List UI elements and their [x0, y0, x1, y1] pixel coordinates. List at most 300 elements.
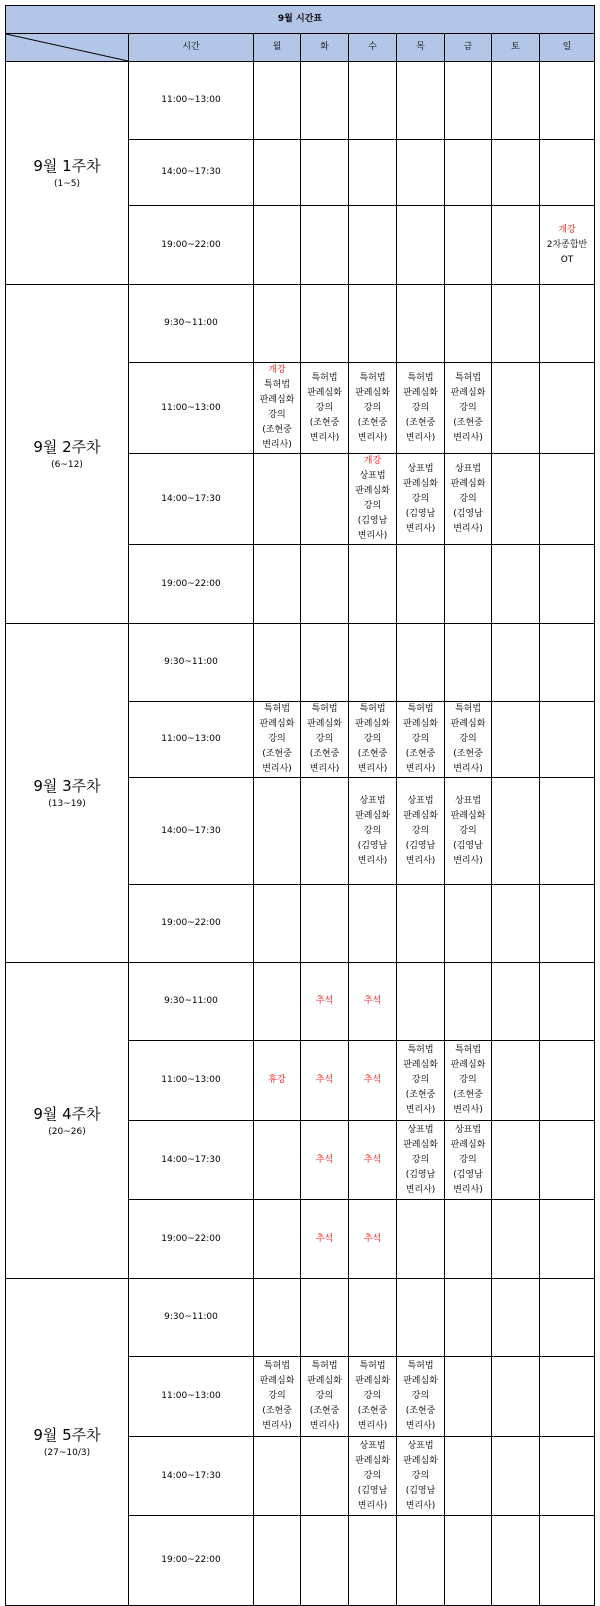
week-cell	[6, 62, 129, 285]
lecture-text: 변리사)	[262, 764, 292, 774]
schedule-cell-wed	[349, 206, 397, 285]
status-note: 추석	[315, 1075, 334, 1085]
schedule-cell-sun	[540, 1041, 595, 1121]
lecture-text: 판례심화	[355, 1455, 390, 1466]
schedule-cell-mon	[254, 1357, 301, 1437]
lecture-text: 강의	[363, 1470, 382, 1481]
lecture-text: 변리사)	[357, 1421, 388, 1431]
lecture-text: 판례심화	[259, 395, 295, 405]
schedule-cell-tue	[301, 363, 349, 454]
lecture-text: 변리사)	[405, 855, 436, 866]
lecture-text: 변리사)	[405, 432, 436, 443]
status-note: 휴강	[268, 1075, 286, 1085]
lecture-text: 특허법	[311, 1361, 338, 1371]
schedule-cell-tue	[301, 206, 349, 285]
schedule-cell-fri	[445, 1121, 492, 1200]
time-slot: 14:00~17:30	[129, 140, 254, 206]
lecture-text: (조현중	[357, 1406, 388, 1416]
schedule-cell-fri	[445, 1200, 492, 1279]
lecture-text: (조현중	[453, 1090, 483, 1100]
time-slot: 19:00~22:00	[129, 1516, 254, 1606]
lecture-text: (조현중	[405, 749, 436, 759]
time-slot: 9:30~11:00	[129, 1279, 254, 1357]
schedule-cell-wed	[349, 1437, 397, 1516]
schedule-cell-mon	[254, 1041, 301, 1121]
lecture-text: 강의	[459, 1154, 477, 1165]
schedule-cell-tue	[301, 545, 349, 624]
lecture-text: 강의	[411, 1391, 430, 1401]
week-cell	[6, 285, 129, 624]
schedule-cell-sat	[492, 1516, 540, 1606]
schedule-cell-sun	[540, 702, 595, 778]
week-range: (20~26)	[48, 1126, 86, 1137]
schedule-cell-sat	[492, 1437, 540, 1516]
lecture-text: 특허법	[263, 1361, 291, 1371]
lecture-text: 변리사)	[453, 1105, 483, 1115]
schedule-cell-mon	[254, 624, 301, 702]
lecture-text: 강의	[459, 402, 477, 413]
lecture-text: 변리사)	[405, 764, 436, 774]
lecture-text: 상표법	[407, 1124, 434, 1135]
lecture-text: 판례심화	[259, 1376, 295, 1386]
lecture-text: (김영남	[405, 508, 436, 519]
week-cell	[6, 1279, 129, 1606]
lecture-text: 변리사)	[357, 855, 388, 866]
schedule-cell-thu	[397, 1516, 445, 1606]
header-time: 시간	[129, 34, 254, 62]
schedule-cell-mon	[254, 778, 301, 885]
lecture-text: 특허법	[263, 380, 291, 390]
schedule-cell-sat	[492, 1041, 540, 1121]
schedule-cell-fri	[445, 1516, 492, 1606]
diagonal-line-icon	[6, 34, 128, 61]
timetable	[5, 5, 595, 1606]
time-slot: 19:00~22:00	[129, 545, 254, 624]
lecture-text: 판례심화	[355, 486, 390, 496]
lecture-text: OT	[560, 254, 574, 265]
status-note: 추석	[315, 1154, 334, 1165]
lecture-text: 판례심화	[403, 719, 438, 729]
schedule-cell-fri	[445, 140, 492, 206]
lecture-text: 변리사)	[309, 432, 340, 443]
schedule-cell-fri	[445, 545, 492, 624]
schedule-cell-sun	[540, 1516, 595, 1606]
lecture-text: 상표법	[359, 795, 386, 806]
lecture-text: 특허법	[359, 704, 386, 714]
lecture-text: (조현중	[309, 749, 340, 759]
schedule-cell-fri	[445, 1041, 492, 1121]
lecture-text: (김영남	[453, 1169, 483, 1180]
schedule-cell-tue	[301, 624, 349, 702]
schedule-cell-fri	[445, 624, 492, 702]
schedule-cell-sat	[492, 963, 540, 1041]
schedule-cell-fri	[445, 454, 492, 545]
schedule-cell-wed	[349, 702, 397, 778]
schedule-cell-wed	[349, 963, 397, 1041]
status-note: 추석	[363, 996, 382, 1006]
lecture-text: 변리사)	[262, 1421, 292, 1431]
status-note: 개강	[268, 365, 286, 375]
lecture-text: 상표법	[407, 1440, 434, 1451]
time-slot: 19:00~22:00	[129, 206, 254, 285]
time-slot: 9:30~11:00	[129, 624, 254, 702]
schedule-cell-sun	[540, 1357, 595, 1437]
lecture-text: 강의	[363, 734, 382, 744]
schedule-cell-thu	[397, 140, 445, 206]
week-label: 9월 4주차	[33, 1104, 101, 1123]
schedule-cell-wed	[349, 545, 397, 624]
lecture-text: 강의	[411, 734, 430, 744]
lecture-text: (김영남	[357, 1485, 388, 1496]
lecture-text: 판례심화	[355, 810, 390, 821]
lecture-text: 상표법	[359, 1440, 386, 1451]
lecture-text: 강의	[315, 402, 334, 413]
schedule-cell-fri	[445, 206, 492, 285]
schedule-cell-mon	[254, 1200, 301, 1279]
lecture-text: (김영남	[405, 1485, 436, 1496]
time-slot: 14:00~17:30	[129, 454, 254, 545]
header-day-fri: 금	[445, 34, 492, 62]
schedule-cell-fri	[445, 963, 492, 1041]
schedule-cell-mon	[254, 1121, 301, 1200]
lecture-text: (김영남	[453, 508, 483, 519]
schedule-cell-sun	[540, 885, 595, 963]
schedule-cell-thu	[397, 702, 445, 778]
schedule-cell-fri	[445, 363, 492, 454]
schedule-cell-fri	[445, 702, 492, 778]
schedule-cell-tue	[301, 1279, 349, 1357]
week-range: (13~19)	[48, 799, 86, 809]
lecture-text: 강의	[363, 402, 382, 413]
lecture-text: 판례심화	[403, 1455, 438, 1466]
slot-row	[6, 62, 595, 140]
lecture-text: 변리사)	[453, 432, 483, 443]
status-note: 추석	[363, 1154, 382, 1165]
lecture-text: 상표법	[454, 795, 482, 806]
lecture-text: 변리사)	[357, 531, 388, 541]
header-day-sat: 토	[492, 34, 540, 62]
schedule-cell-sun	[540, 1121, 595, 1200]
schedule-cell-wed	[349, 454, 397, 545]
week-cell	[6, 624, 129, 963]
lecture-text: 변리사)	[453, 764, 483, 774]
header-day-tue: 화	[301, 34, 349, 62]
lecture-text: 강의	[315, 1391, 334, 1401]
week-label: 9월 5주차	[33, 1426, 101, 1444]
lecture-text: (조현중	[453, 749, 483, 759]
schedule-cell-wed	[349, 1357, 397, 1437]
schedule-cell-thu	[397, 285, 445, 363]
lecture-text: 변리사)	[357, 1500, 388, 1511]
status-note: 추석	[363, 1075, 382, 1085]
header-day-sun: 일	[540, 34, 595, 62]
schedule-cell-thu	[397, 885, 445, 963]
lecture-text: 강의	[459, 493, 477, 504]
lecture-text: (조현중	[309, 1406, 340, 1416]
lecture-text: 판례심화	[355, 719, 390, 729]
schedule-cell-fri	[445, 62, 492, 140]
schedule-cell-mon	[254, 1437, 301, 1516]
lecture-text: 강의	[411, 1470, 430, 1481]
lecture-text: 특허법	[311, 704, 338, 714]
schedule-cell-thu	[397, 1437, 445, 1516]
schedule-cell-tue	[301, 702, 349, 778]
time-slot: 9:30~11:00	[129, 963, 254, 1041]
schedule-cell-sun	[540, 140, 595, 206]
schedule-cell-tue	[301, 285, 349, 363]
schedule-cell-tue	[301, 1200, 349, 1279]
time-slot: 11:00~13:00	[129, 702, 254, 778]
lecture-text: (김영남	[405, 1169, 436, 1180]
time-slot: 11:00~13:00	[129, 62, 254, 140]
lecture-text: 변리사)	[405, 1421, 436, 1431]
schedule-cell-mon	[254, 363, 301, 454]
schedule-cell-mon	[254, 1279, 301, 1357]
schedule-cell-wed	[349, 363, 397, 454]
lecture-text: 변리사)	[453, 1184, 483, 1195]
schedule-cell-sat	[492, 62, 540, 140]
lecture-text: 판례심화	[450, 1139, 486, 1150]
schedule-cell-sat	[492, 778, 540, 885]
schedule-cell-tue	[301, 62, 349, 140]
lecture-text: 특허법	[407, 372, 434, 383]
schedule-cell-sun	[540, 545, 595, 624]
lecture-text: 강의	[268, 410, 286, 420]
lecture-text: (조현중	[357, 749, 388, 759]
schedule-cell-wed	[349, 1200, 397, 1279]
schedule-cell-wed	[349, 885, 397, 963]
schedule-cell-sun	[540, 363, 595, 454]
lecture-text: 특허법	[454, 704, 482, 714]
schedule-cell-thu	[397, 1041, 445, 1121]
lecture-text: 상표법	[454, 1124, 482, 1135]
lecture-text: 판례심화	[450, 810, 486, 821]
time-slot: 11:00~13:00	[129, 1041, 254, 1121]
time-slot: 19:00~22:00	[129, 885, 254, 963]
lecture-text: 변리사)	[262, 440, 292, 450]
schedule-cell-sun	[540, 778, 595, 885]
schedule-cell-wed	[349, 1516, 397, 1606]
lecture-text: 강의	[363, 825, 382, 836]
schedule-cell-sun	[540, 62, 595, 140]
schedule-cell-thu	[397, 778, 445, 885]
schedule-cell-tue	[301, 1041, 349, 1121]
lecture-text: 상표법	[454, 463, 482, 474]
header-day-thu: 목	[397, 34, 445, 62]
lecture-text: 판례심화	[450, 719, 486, 729]
schedule-cell-sat	[492, 285, 540, 363]
schedule-cell-tue	[301, 1357, 349, 1437]
schedule-cell-thu	[397, 62, 445, 140]
schedule-cell-mon	[254, 545, 301, 624]
schedule-cell-thu	[397, 363, 445, 454]
lecture-text: 2차종합반	[546, 239, 588, 250]
schedule-cell-sat	[492, 1200, 540, 1279]
lecture-text: (조현중	[453, 417, 483, 428]
schedule-cell-mon	[254, 1516, 301, 1606]
time-slot: 11:00~13:00	[129, 363, 254, 454]
lecture-text: 상표법	[359, 471, 386, 481]
schedule-cell-wed	[349, 778, 397, 885]
lecture-text: 강의	[459, 825, 477, 836]
lecture-text: 상표법	[407, 795, 434, 806]
schedule-cell-mon	[254, 454, 301, 545]
schedule-cell-wed	[349, 285, 397, 363]
lecture-text: 판례심화	[403, 1376, 438, 1386]
lecture-text: (조현중	[309, 417, 340, 428]
schedule-cell-tue	[301, 140, 349, 206]
status-note: 개강	[363, 456, 382, 466]
lecture-text: 강의	[459, 734, 477, 744]
schedule-cell-mon	[254, 963, 301, 1041]
lecture-text: 특허법	[311, 372, 338, 383]
lecture-text: 상표법	[407, 463, 434, 474]
schedule-cell-sat	[492, 1357, 540, 1437]
timetable-title: 9월 시간표	[6, 6, 595, 34]
schedule-cell-mon	[254, 140, 301, 206]
week-label: 9월 3주차	[33, 777, 101, 795]
schedule-cell-thu	[397, 206, 445, 285]
lecture-text: 판례심화	[307, 387, 342, 398]
schedule-cell-fri	[445, 285, 492, 363]
lecture-text: 판례심화	[355, 1376, 390, 1386]
lecture-text: 판례심화	[403, 1139, 438, 1150]
lecture-text: 판례심화	[307, 1376, 342, 1386]
slot-row	[6, 624, 595, 702]
time-slot: 14:00~17:30	[129, 1437, 254, 1516]
lecture-text: 강의	[459, 1075, 477, 1085]
lecture-text: 판례심화	[259, 719, 295, 729]
schedule-cell-sun	[540, 1437, 595, 1516]
week-range: (1~5)	[53, 179, 80, 189]
lecture-text: (김영남	[405, 840, 436, 851]
schedule-cell-wed	[349, 624, 397, 702]
week-cell	[6, 963, 129, 1279]
lecture-text: 변리사)	[453, 523, 483, 534]
schedule-cell-sun	[540, 206, 595, 285]
lecture-text: (조현중	[357, 417, 388, 428]
lecture-text: (김영남	[357, 840, 388, 851]
time-slot: 19:00~22:00	[129, 1200, 254, 1279]
schedule-cell-thu	[397, 963, 445, 1041]
week-range: (27~10/3)	[43, 1448, 91, 1458]
lecture-text: 특허법	[407, 704, 434, 714]
lecture-text: 강의	[268, 1391, 286, 1401]
schedule-cell-sun	[540, 285, 595, 363]
time-slot: 14:00~17:30	[129, 1121, 254, 1200]
lecture-text: 변리사)	[405, 1184, 436, 1195]
schedule-cell-sat	[492, 624, 540, 702]
schedule-cell-mon	[254, 62, 301, 140]
lecture-text: 변리사)	[357, 432, 388, 443]
schedule-cell-sun	[540, 624, 595, 702]
lecture-text: 판례심화	[450, 1060, 486, 1070]
schedule-cell-thu	[397, 545, 445, 624]
schedule-cell-sat	[492, 545, 540, 624]
lecture-text: 판례심화	[403, 1060, 438, 1070]
schedule-cell-sat	[492, 702, 540, 778]
time-slot: 9:30~11:00	[129, 285, 254, 363]
lecture-text: 강의	[411, 1075, 430, 1085]
schedule-cell-mon	[254, 285, 301, 363]
lecture-text: 특허법	[454, 1045, 482, 1055]
header-day-wed: 수	[349, 34, 397, 62]
schedule-cell-tue	[301, 1516, 349, 1606]
lecture-text: 특허법	[263, 704, 291, 714]
schedule-cell-wed	[349, 62, 397, 140]
schedule-cell-sun	[540, 1279, 595, 1357]
lecture-text: 판례심화	[450, 387, 486, 398]
lecture-text: 강의	[411, 402, 430, 413]
schedule-cell-sun	[540, 963, 595, 1041]
lecture-text: 판례심화	[307, 719, 342, 729]
lecture-text: 변리사)	[405, 523, 436, 534]
lecture-text: 강의	[363, 501, 382, 511]
lecture-text: 판례심화	[403, 387, 438, 398]
header-day-mon: 월	[254, 34, 301, 62]
week-range: (6~12)	[51, 460, 83, 470]
status-note: 추석	[363, 1233, 382, 1244]
status-note: 추석	[315, 996, 334, 1006]
lecture-text: 강의	[411, 825, 430, 836]
lecture-text: 강의	[268, 734, 286, 744]
diagonal-corner-cell	[6, 34, 129, 62]
schedule-cell-sat	[492, 363, 540, 454]
lecture-text: 강의	[363, 1391, 382, 1401]
lecture-text: (조현중	[262, 425, 292, 435]
week-label: 9월 2주차	[33, 438, 101, 456]
schedule-cell-thu	[397, 1121, 445, 1200]
lecture-text: 변리사)	[309, 764, 340, 774]
schedule-cell-fri	[445, 1357, 492, 1437]
status-note: 개강	[558, 224, 576, 235]
schedule-cell-tue	[301, 1121, 349, 1200]
schedule-cell-mon	[254, 702, 301, 778]
header-row	[6, 34, 595, 62]
week-label: 9월 1주차	[33, 157, 101, 175]
lecture-text: 변리사)	[405, 1500, 436, 1511]
lecture-text: 특허법	[454, 372, 482, 383]
lecture-text: (조현중	[405, 417, 436, 428]
lecture-text: 특허법	[359, 372, 386, 383]
lecture-text: 강의	[315, 734, 334, 744]
status-note: 추석	[315, 1233, 334, 1244]
schedule-cell-sat	[492, 1121, 540, 1200]
lecture-text: (조현중	[262, 1406, 292, 1416]
slot-row	[6, 285, 595, 363]
time-slot: 14:00~17:30	[129, 778, 254, 885]
slot-row	[6, 963, 595, 1041]
lecture-text: 특허법	[407, 1361, 434, 1371]
lecture-text: 판례심화	[403, 478, 438, 489]
lecture-text: 강의	[411, 493, 430, 504]
lecture-text: (조현중	[405, 1406, 436, 1416]
schedule-cell-wed	[349, 1041, 397, 1121]
lecture-text: 변리사)	[357, 764, 388, 774]
lecture-text: 판례심화	[450, 478, 486, 489]
schedule-cell-sat	[492, 206, 540, 285]
schedule-cell-sun	[540, 1200, 595, 1279]
slot-row	[6, 1279, 595, 1357]
schedule-cell-thu	[397, 624, 445, 702]
schedule-cell-thu	[397, 1200, 445, 1279]
lecture-text: 변리사)	[309, 1421, 340, 1431]
schedule-cell-mon	[254, 885, 301, 963]
lecture-text: 판례심화	[355, 387, 390, 398]
schedule-cell-wed	[349, 1279, 397, 1357]
schedule-cell-fri	[445, 885, 492, 963]
schedule-cell-tue	[301, 885, 349, 963]
